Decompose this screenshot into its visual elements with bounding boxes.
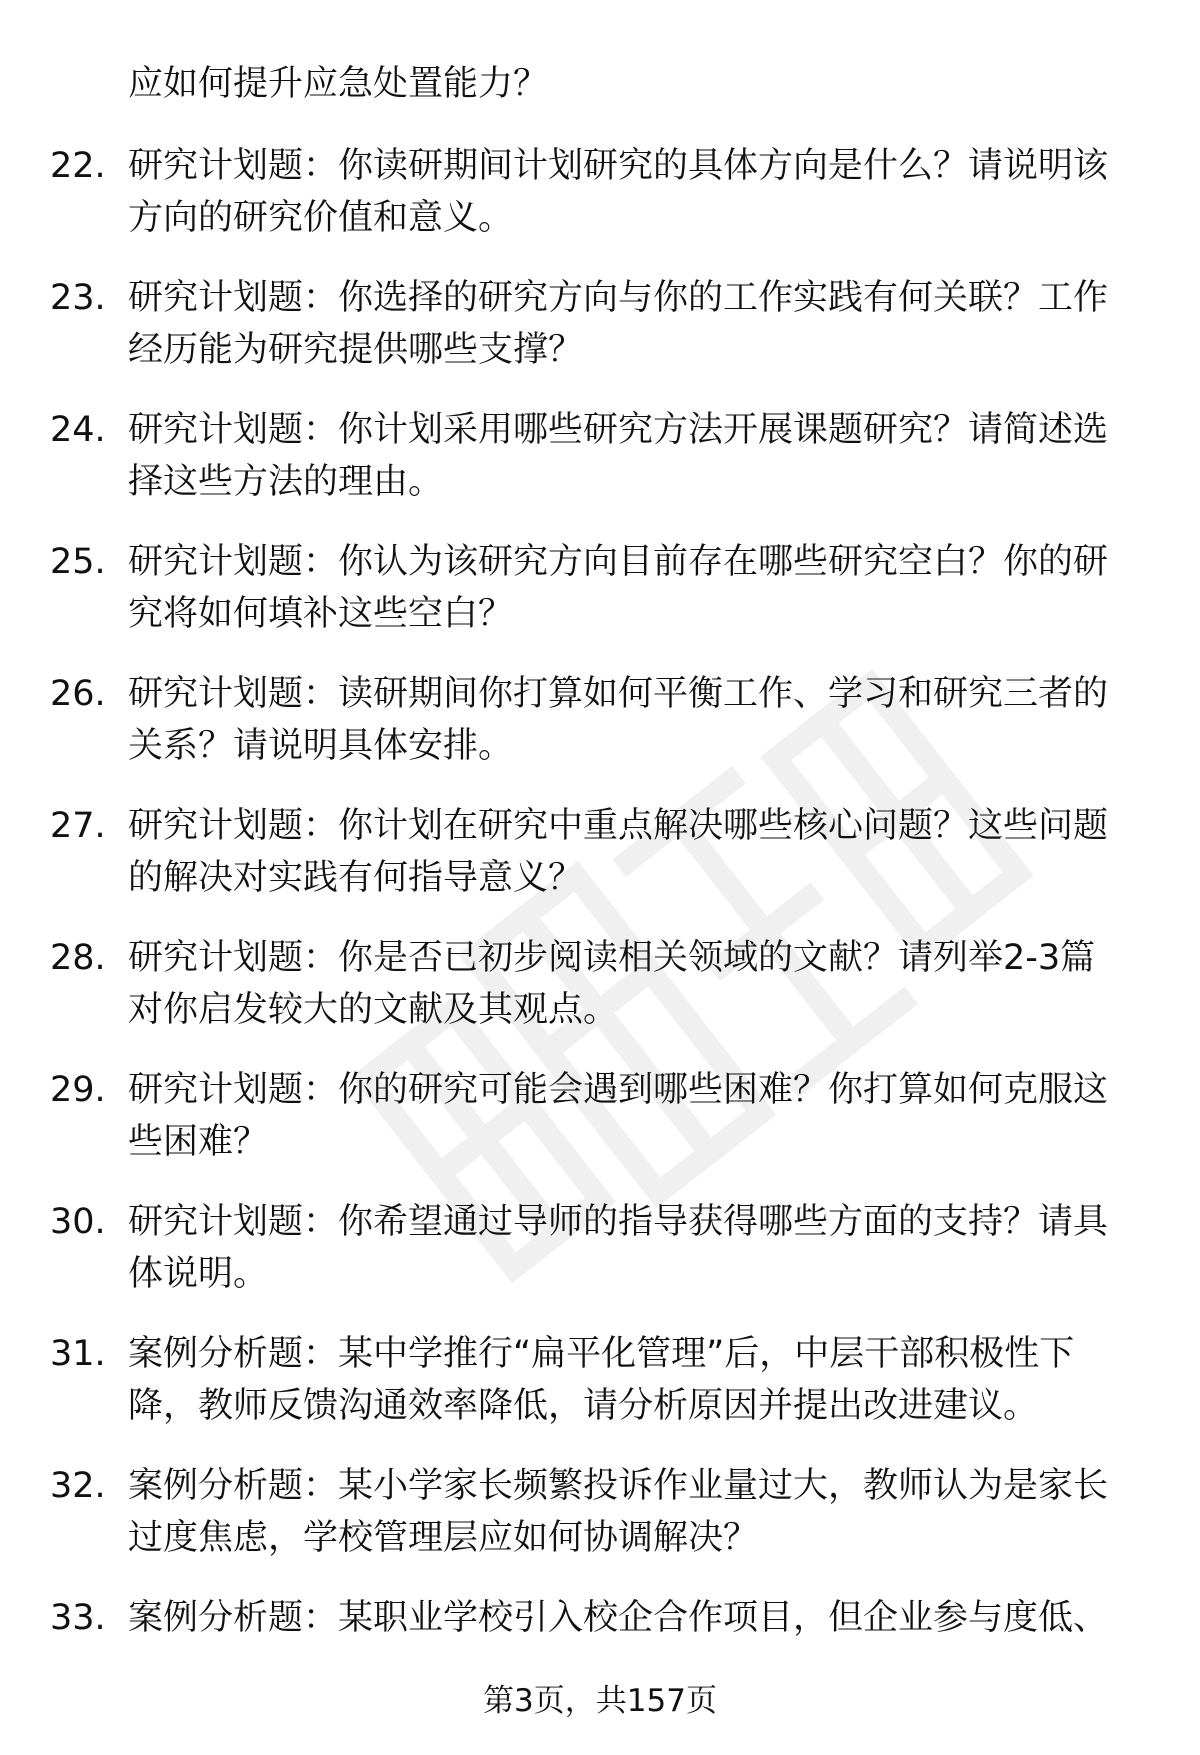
question-text: 研究计划题：你是否已初步阅读相关领域的文献？请列举2-3篇 对你启发较大的文献及其观点。 <box>128 938 1096 1030</box>
question-item <box>0 1064 1200 1196</box>
question-number: 30. <box>50 1202 106 1242</box>
question-number: 28. <box>50 938 106 978</box>
question-item <box>0 1328 1200 1460</box>
question-number: 23. <box>50 278 106 318</box>
question-text: 案例分析题：某小学家长频繁投诉作业量过大，教师认为是家长 过度焦虑，学校管理层应如何协调解决？ <box>128 1466 1109 1558</box>
question-text: 研究计划题：你认为该研究方向目前存在哪些研究空白？你的研 究将如何填补这些空白？ <box>128 542 1109 634</box>
question-item <box>0 536 1200 668</box>
question-number: 27. <box>50 806 106 846</box>
question-item <box>0 404 1200 536</box>
question-text: 案例分析题：某职业学校引入校企合作项目，但企业参与度低、 <box>128 1598 1109 1638</box>
question-item <box>0 1460 1200 1592</box>
question-number: 29. <box>50 1070 106 1110</box>
question-number: 32. <box>50 1466 106 1506</box>
question-item <box>0 932 1200 1064</box>
question-text: 案例分析题：某中学推行“扁平化管理”后，中层干部积极性下 降，教师反馈沟通效率降低，请分析原因并提出改进建议。 <box>128 1334 1075 1426</box>
question-text: 研究计划题：你选择的研究方向与你的工作实践有何关联？工作 经历能为研究提供哪些支撑？ <box>128 278 1109 370</box>
question-number: 31. <box>50 1334 106 1374</box>
question-text: 研究计划题：你计划采用哪些研究方法开展课题研究？请简述选 择这些方法的理由。 <box>128 410 1109 502</box>
continued-question-text: 应如何提升应急处置能力？ <box>128 64 549 104</box>
question-item <box>0 668 1200 800</box>
question-text: 研究计划题：读研期间你打算如何平衡工作、学习和研究三者的 关系？请说明具体安排。 <box>128 674 1109 766</box>
question-item <box>0 140 1200 272</box>
question-text: 研究计划题：你计划在研究中重点解决哪些核心问题？这些问题 的解决对实践有何指导意义？ <box>128 806 1109 898</box>
question-number: 22. <box>50 146 106 186</box>
question-list <box>0 140 1200 1724</box>
question-number: 33. <box>50 1598 106 1638</box>
question-number: 26. <box>50 674 106 714</box>
question-number: 24. <box>50 410 106 450</box>
question-number: 25. <box>50 542 106 582</box>
question-text: 研究计划题：你希望通过导师的指导获得哪些方面的支持？请具 体说明。 <box>128 1202 1109 1294</box>
question-text: 研究计划题：你读研期间计划研究的具体方向是什么？请说明该 方向的研究价值和意义。 <box>128 146 1109 238</box>
question-item <box>0 800 1200 932</box>
question-text: 研究计划题：你的研究可能会遇到哪些困难？你打算如何克服这 些困难？ <box>128 1070 1109 1162</box>
question-item <box>0 272 1200 404</box>
page-number-footer: 第3页，共157页 <box>483 1683 717 1719</box>
question-item <box>0 1196 1200 1328</box>
